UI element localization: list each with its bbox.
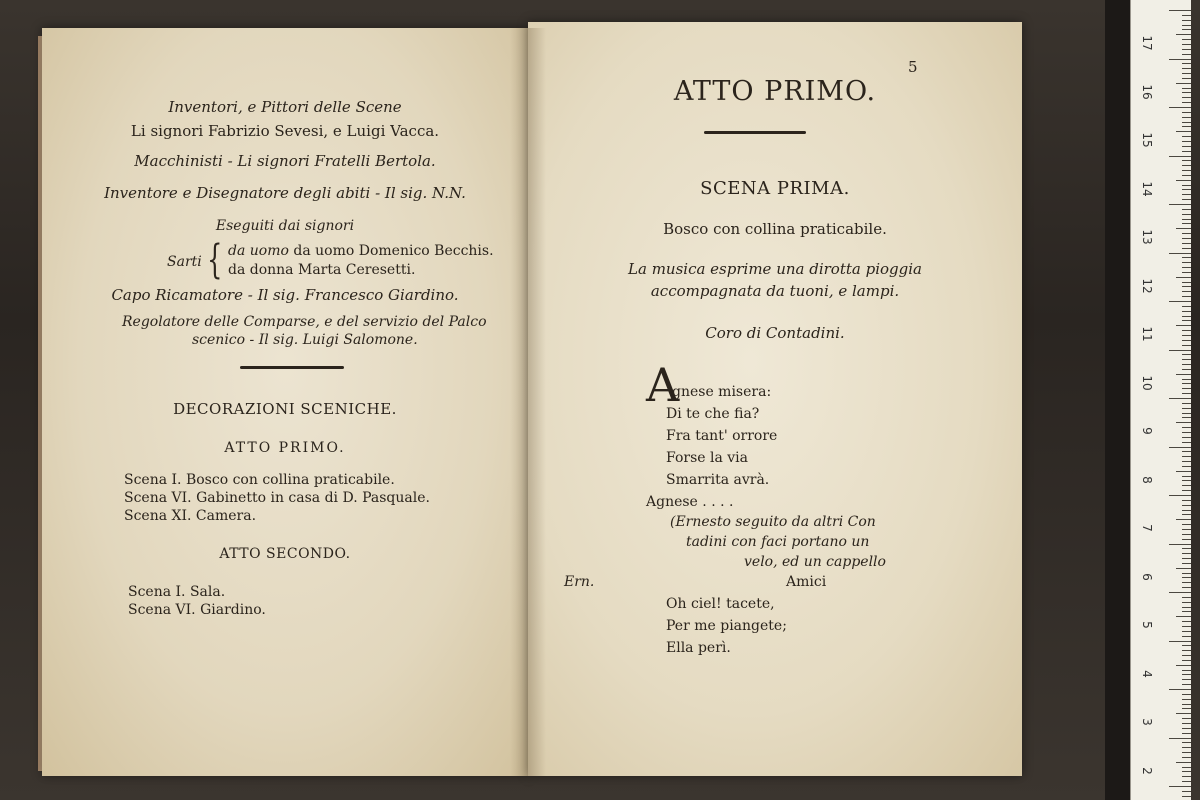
- ruler-number: 6: [1140, 572, 1154, 581]
- act-two-scene-2: Scena VI. Giardino.: [128, 602, 266, 618]
- ruler-tick: [1182, 117, 1191, 118]
- ruler-tick: [1182, 185, 1191, 186]
- ruler-tick: [1169, 59, 1191, 60]
- ruler-tick: [1182, 39, 1191, 40]
- stage-direction-1: La musica esprime una dirotta pioggia: [628, 260, 922, 278]
- verse-line-8: Oh ciel! tacete,: [666, 596, 775, 612]
- ruler-tick: [1182, 558, 1191, 559]
- ruler-tick: [1182, 286, 1191, 287]
- ruler-tick: [1182, 456, 1191, 457]
- ruler-tick: [1182, 660, 1191, 661]
- ruler-tick: [1182, 194, 1191, 195]
- ruler-tick: [1182, 267, 1191, 268]
- ruler-tick: [1182, 728, 1191, 729]
- ruler-tick: [1182, 563, 1191, 564]
- ruler-tick: [1182, 345, 1191, 346]
- ruler-tick: [1182, 476, 1191, 477]
- ruler-tick: [1182, 674, 1191, 675]
- ruler-tick: [1182, 175, 1191, 176]
- ruler-tick: [1176, 34, 1191, 35]
- drop-cap: A: [646, 358, 680, 412]
- ruler-tick: [1182, 636, 1191, 637]
- ruler-tick: [1182, 461, 1191, 462]
- ruler-tick: [1182, 796, 1191, 797]
- ruler-tick: [1182, 655, 1191, 656]
- act-two-heading: ATTO SECONDO.: [219, 546, 351, 562]
- verse-direction-1: (Ernesto seguito da altri Con: [670, 514, 876, 530]
- verse-line-4: Forse la via: [666, 450, 748, 466]
- ruler-number: 14: [1140, 180, 1154, 197]
- ruler-number: 10: [1140, 374, 1154, 391]
- verse-line-5: Smarrita avrà.: [666, 472, 770, 488]
- ruler-tick: [1182, 257, 1191, 258]
- left-page: [42, 28, 529, 776]
- ruler-tick: [1182, 316, 1191, 317]
- ruler-tick: [1169, 350, 1191, 351]
- ruler-tick: [1169, 447, 1191, 448]
- ruler-tick: [1182, 723, 1191, 724]
- decorations-title: DECORAZIONI SCENICHE.: [173, 400, 397, 418]
- ruler-number: 3: [1140, 718, 1154, 726]
- ruler-number: 12: [1140, 277, 1154, 294]
- ruler-tick: [1169, 495, 1191, 496]
- ruler-tick: [1182, 68, 1191, 69]
- ruler-tick: [1182, 393, 1191, 394]
- ruler-tick: [1169, 738, 1191, 739]
- ruler-tick: [1182, 223, 1191, 224]
- ruler-tick: [1182, 427, 1191, 428]
- title-rule: [704, 131, 806, 134]
- scene-inventors-label: Inventori, e Pittori delle Scene: [168, 98, 402, 116]
- ruler-tick: [1182, 694, 1191, 695]
- embroiderer-line: Capo Ricamatore - Il sig. Francesco Giardino.: [111, 286, 459, 304]
- ruler-tick: [1182, 262, 1191, 263]
- ruler-tick: [1182, 306, 1191, 307]
- tailor-men-name: da uomo Domenico Becchis.: [293, 243, 494, 259]
- ruler-tick: [1182, 704, 1191, 705]
- ruler-tick: [1182, 752, 1191, 753]
- ruler-number: 15: [1140, 132, 1154, 148]
- verse-line-2: Di te che fia?: [666, 406, 760, 422]
- ruler-tick: [1182, 388, 1191, 389]
- verse-line-1: gnese misera:: [672, 384, 772, 400]
- ruler-tick: [1182, 272, 1191, 273]
- ruler-tick: [1182, 539, 1191, 540]
- scene-inventors-names: Li signori Fabrizio Sevesi, e Luigi Vacca.: [130, 122, 440, 140]
- ruler-tick: [1182, 480, 1191, 481]
- ruler-tick: [1176, 422, 1191, 423]
- ruler-tick: [1169, 641, 1191, 642]
- ruler-tick: [1182, 776, 1191, 777]
- ruler-tick: [1176, 228, 1191, 229]
- tailors-label: Sarti: [167, 254, 202, 270]
- dark-gap: [1105, 0, 1130, 800]
- ruler-tick: [1182, 505, 1191, 506]
- tailor-women-name: da donna Marta Ceresetti.: [228, 262, 416, 278]
- extras-line-1: Regolatore delle Comparse, e del servizio del Palco: [122, 314, 487, 330]
- ruler-tick: [1176, 568, 1191, 569]
- verse-line-3: Fra tant' orrore: [666, 428, 778, 444]
- ruler-tick: [1182, 112, 1191, 113]
- ruler-tick: [1176, 616, 1191, 617]
- ruler-tick: [1182, 243, 1191, 244]
- ruler-tick: [1182, 219, 1191, 220]
- ruler-tick: [1182, 432, 1191, 433]
- ruler-tick: [1182, 165, 1191, 166]
- ruler-tick: [1182, 529, 1191, 530]
- ruler-tick: [1182, 102, 1191, 103]
- ruler-tick: [1176, 325, 1191, 326]
- ruler-tick: [1182, 189, 1191, 190]
- act-title: ATTO PRIMO.: [673, 76, 877, 107]
- ruler-tick: [1182, 607, 1191, 608]
- ruler-tick: [1182, 611, 1191, 612]
- verse-line-7: Amici: [786, 574, 827, 590]
- ruler-tick: [1169, 398, 1191, 399]
- verse-line-9: Per me piangete;: [666, 618, 787, 634]
- ruler-tick: [1182, 413, 1191, 414]
- ruler-tick: [1176, 519, 1191, 520]
- ruler-tick: [1176, 277, 1191, 278]
- ruler-tick: [1182, 330, 1191, 331]
- extras-line-2: scenico - Il sig. Luigi Salomone.: [192, 332, 418, 348]
- ruler-tick: [1182, 500, 1191, 501]
- ruler-tick: [1182, 631, 1191, 632]
- ruler-tick: [1182, 170, 1191, 171]
- ruler-tick: [1182, 602, 1191, 603]
- ruler-tick: [1182, 54, 1191, 55]
- ruler-tick: [1182, 88, 1191, 89]
- ruler-tick: [1182, 63, 1191, 64]
- ruler-tick: [1182, 645, 1191, 646]
- ruler-tick: [1182, 699, 1191, 700]
- executed-by-line: Eseguiti dai signori: [215, 218, 355, 234]
- ruler-tick: [1182, 97, 1191, 98]
- ruler-tick: [1182, 510, 1191, 511]
- ruler-tick: [1182, 417, 1191, 418]
- brace-symbol: {: [207, 237, 223, 283]
- ruler-tick: [1176, 665, 1191, 666]
- ruler-tick: [1182, 73, 1191, 74]
- ruler-tick: [1169, 204, 1191, 205]
- act-two-scene-1: Scena I. Sala.: [128, 584, 226, 600]
- ruler-tick: [1176, 471, 1191, 472]
- ruler-tick: [1182, 320, 1191, 321]
- ruler-tick: [1182, 582, 1191, 583]
- ruler-tick: [1176, 762, 1191, 763]
- verse-line-6: Agnese . . . .: [646, 494, 734, 510]
- ruler-tick: [1169, 592, 1191, 593]
- ruler-tick: [1169, 253, 1191, 254]
- ruler-tick: [1169, 786, 1191, 787]
- right-page: [528, 22, 1022, 776]
- ruler-tick: [1182, 151, 1191, 152]
- ruler-tick: [1182, 340, 1191, 341]
- ruler-tick: [1182, 49, 1191, 50]
- page-number: 5: [908, 58, 918, 76]
- setting-line: Bosco con collina praticabile.: [663, 220, 887, 238]
- ruler-tick: [1182, 296, 1191, 297]
- ruler-tick: [1182, 44, 1191, 45]
- ruler-tick: [1182, 621, 1191, 622]
- ruler-tick: [1182, 577, 1191, 578]
- ruler-tick: [1182, 15, 1191, 16]
- ruler-tick: [1182, 553, 1191, 554]
- ruler-tick: [1169, 544, 1191, 545]
- ruler-tick: [1182, 587, 1191, 588]
- ruler-tick: [1182, 291, 1191, 292]
- costume-designer-line: Inventore e Disegnatore degli abiti - Il sig. N.N.: [104, 184, 466, 202]
- machinists-line: Macchinisti - Li signori Fratelli Bertola.: [134, 152, 436, 170]
- ruler-number: 7: [1140, 524, 1154, 532]
- tailor-men-line: da uomo da uomo Domenico Becchis.: [228, 243, 494, 259]
- ruler-tick: [1176, 374, 1191, 375]
- ruler-number: 9: [1140, 427, 1154, 435]
- scene-title: SCENA PRIMA.: [700, 178, 850, 199]
- ruler-tick: [1182, 248, 1191, 249]
- ruler-tick: [1182, 650, 1191, 651]
- ruler-tick: [1182, 626, 1191, 627]
- ruler-tick: [1182, 747, 1191, 748]
- ruler-tick: [1182, 771, 1191, 772]
- ruler-tick: [1182, 359, 1191, 360]
- act-one-scene-2: Scena VI. Gabinetto in casa di D. Pasquale.: [124, 490, 430, 506]
- ruler-number: 16: [1140, 83, 1154, 100]
- ruler-tick: [1182, 379, 1191, 380]
- ruler-tick: [1182, 708, 1191, 709]
- ruler-tick: [1182, 209, 1191, 210]
- ruler-tick: [1182, 733, 1191, 734]
- ruler-tick: [1182, 791, 1191, 792]
- ruler-tick: [1182, 160, 1191, 161]
- ruler-tick: [1182, 442, 1191, 443]
- divider-rule: [240, 366, 344, 369]
- tailor-women-line: [228, 262, 415, 278]
- ruler-tick: [1182, 20, 1191, 21]
- stage-direction-2: accompagnata da tuoni, e lampi.: [650, 282, 900, 300]
- ruler-number: 4: [1140, 669, 1154, 678]
- ruler-tick: [1182, 141, 1191, 142]
- ruler-tick: [1182, 383, 1191, 384]
- ruler-tick: [1182, 466, 1191, 467]
- ruler-tick: [1182, 781, 1191, 782]
- ruler-number: 13: [1140, 229, 1154, 245]
- ruler-tick: [1182, 354, 1191, 355]
- act-one-scene-3: Scena XI. Camera.: [124, 508, 257, 524]
- ruler-tick: [1182, 670, 1191, 671]
- book-spine-fold: [510, 28, 546, 776]
- ruler-tick: [1182, 136, 1191, 137]
- ruler-tick: [1182, 199, 1191, 200]
- ruler-tick: [1182, 335, 1191, 336]
- ruler-tick: [1176, 83, 1191, 84]
- ruler-tick: [1169, 689, 1191, 690]
- ruler-tick: [1182, 233, 1191, 234]
- ruler-tick: [1182, 214, 1191, 215]
- verse-line-10: Ella perì.: [666, 640, 731, 656]
- ruler-tick: [1182, 548, 1191, 549]
- ruler-tick: [1182, 679, 1191, 680]
- ruler-number: 5: [1140, 621, 1154, 629]
- ruler-tick: [1182, 282, 1191, 283]
- ruler-tick: [1176, 713, 1191, 714]
- measuring-ruler: [1130, 0, 1191, 800]
- ruler-tick: [1182, 524, 1191, 525]
- ruler-tick: [1182, 437, 1191, 438]
- ruler-tick: [1182, 742, 1191, 743]
- ruler-tick: [1169, 156, 1191, 157]
- speaker-label: Ern.: [564, 574, 595, 590]
- ruler-tick: [1182, 451, 1191, 452]
- ruler-tick: [1182, 573, 1191, 574]
- ruler-tick: [1182, 684, 1191, 685]
- ruler-tick: [1176, 131, 1191, 132]
- ruler-tick: [1182, 78, 1191, 79]
- ruler-tick: [1182, 597, 1191, 598]
- ruler-tick: [1176, 180, 1191, 181]
- ruler-tick: [1182, 718, 1191, 719]
- ruler-tick: [1182, 364, 1191, 365]
- ruler-number: 17: [1140, 35, 1154, 51]
- act-one-heading: ATTO PRIMO.: [224, 440, 346, 456]
- verse-direction-3: velo, ed un cappello: [744, 554, 886, 570]
- ruler-tick: [1182, 311, 1191, 312]
- chorus-line: Coro di Contadini.: [705, 324, 845, 342]
- act-one-scene-1: Scena I. Bosco con collina praticabile.: [124, 472, 395, 488]
- ruler-tick: [1182, 767, 1191, 768]
- ruler-tick: [1182, 408, 1191, 409]
- ruler-tick: [1182, 238, 1191, 239]
- ruler-tick: [1182, 92, 1191, 93]
- ruler-tick: [1182, 534, 1191, 535]
- ruler-tick: [1169, 10, 1191, 11]
- ruler-tick: [1182, 122, 1191, 123]
- ruler-number: 8: [1140, 475, 1154, 484]
- ruler-tick: [1182, 757, 1191, 758]
- ruler-tick: [1182, 490, 1191, 491]
- ruler-tick: [1182, 146, 1191, 147]
- ruler-number: 2: [1140, 766, 1154, 775]
- ruler-tick: [1169, 107, 1191, 108]
- verse-direction-2: tadini con faci portano un: [686, 534, 870, 550]
- ruler-tick: [1182, 485, 1191, 486]
- ruler-tick: [1182, 514, 1191, 515]
- ruler-tick: [1182, 25, 1191, 26]
- ruler-tick: [1182, 29, 1191, 30]
- ruler-number: 11: [1140, 326, 1154, 342]
- ruler-tick: [1182, 403, 1191, 404]
- ruler-tick: [1169, 301, 1191, 302]
- ruler-tick: [1182, 126, 1191, 127]
- ruler-tick: [1182, 369, 1191, 370]
